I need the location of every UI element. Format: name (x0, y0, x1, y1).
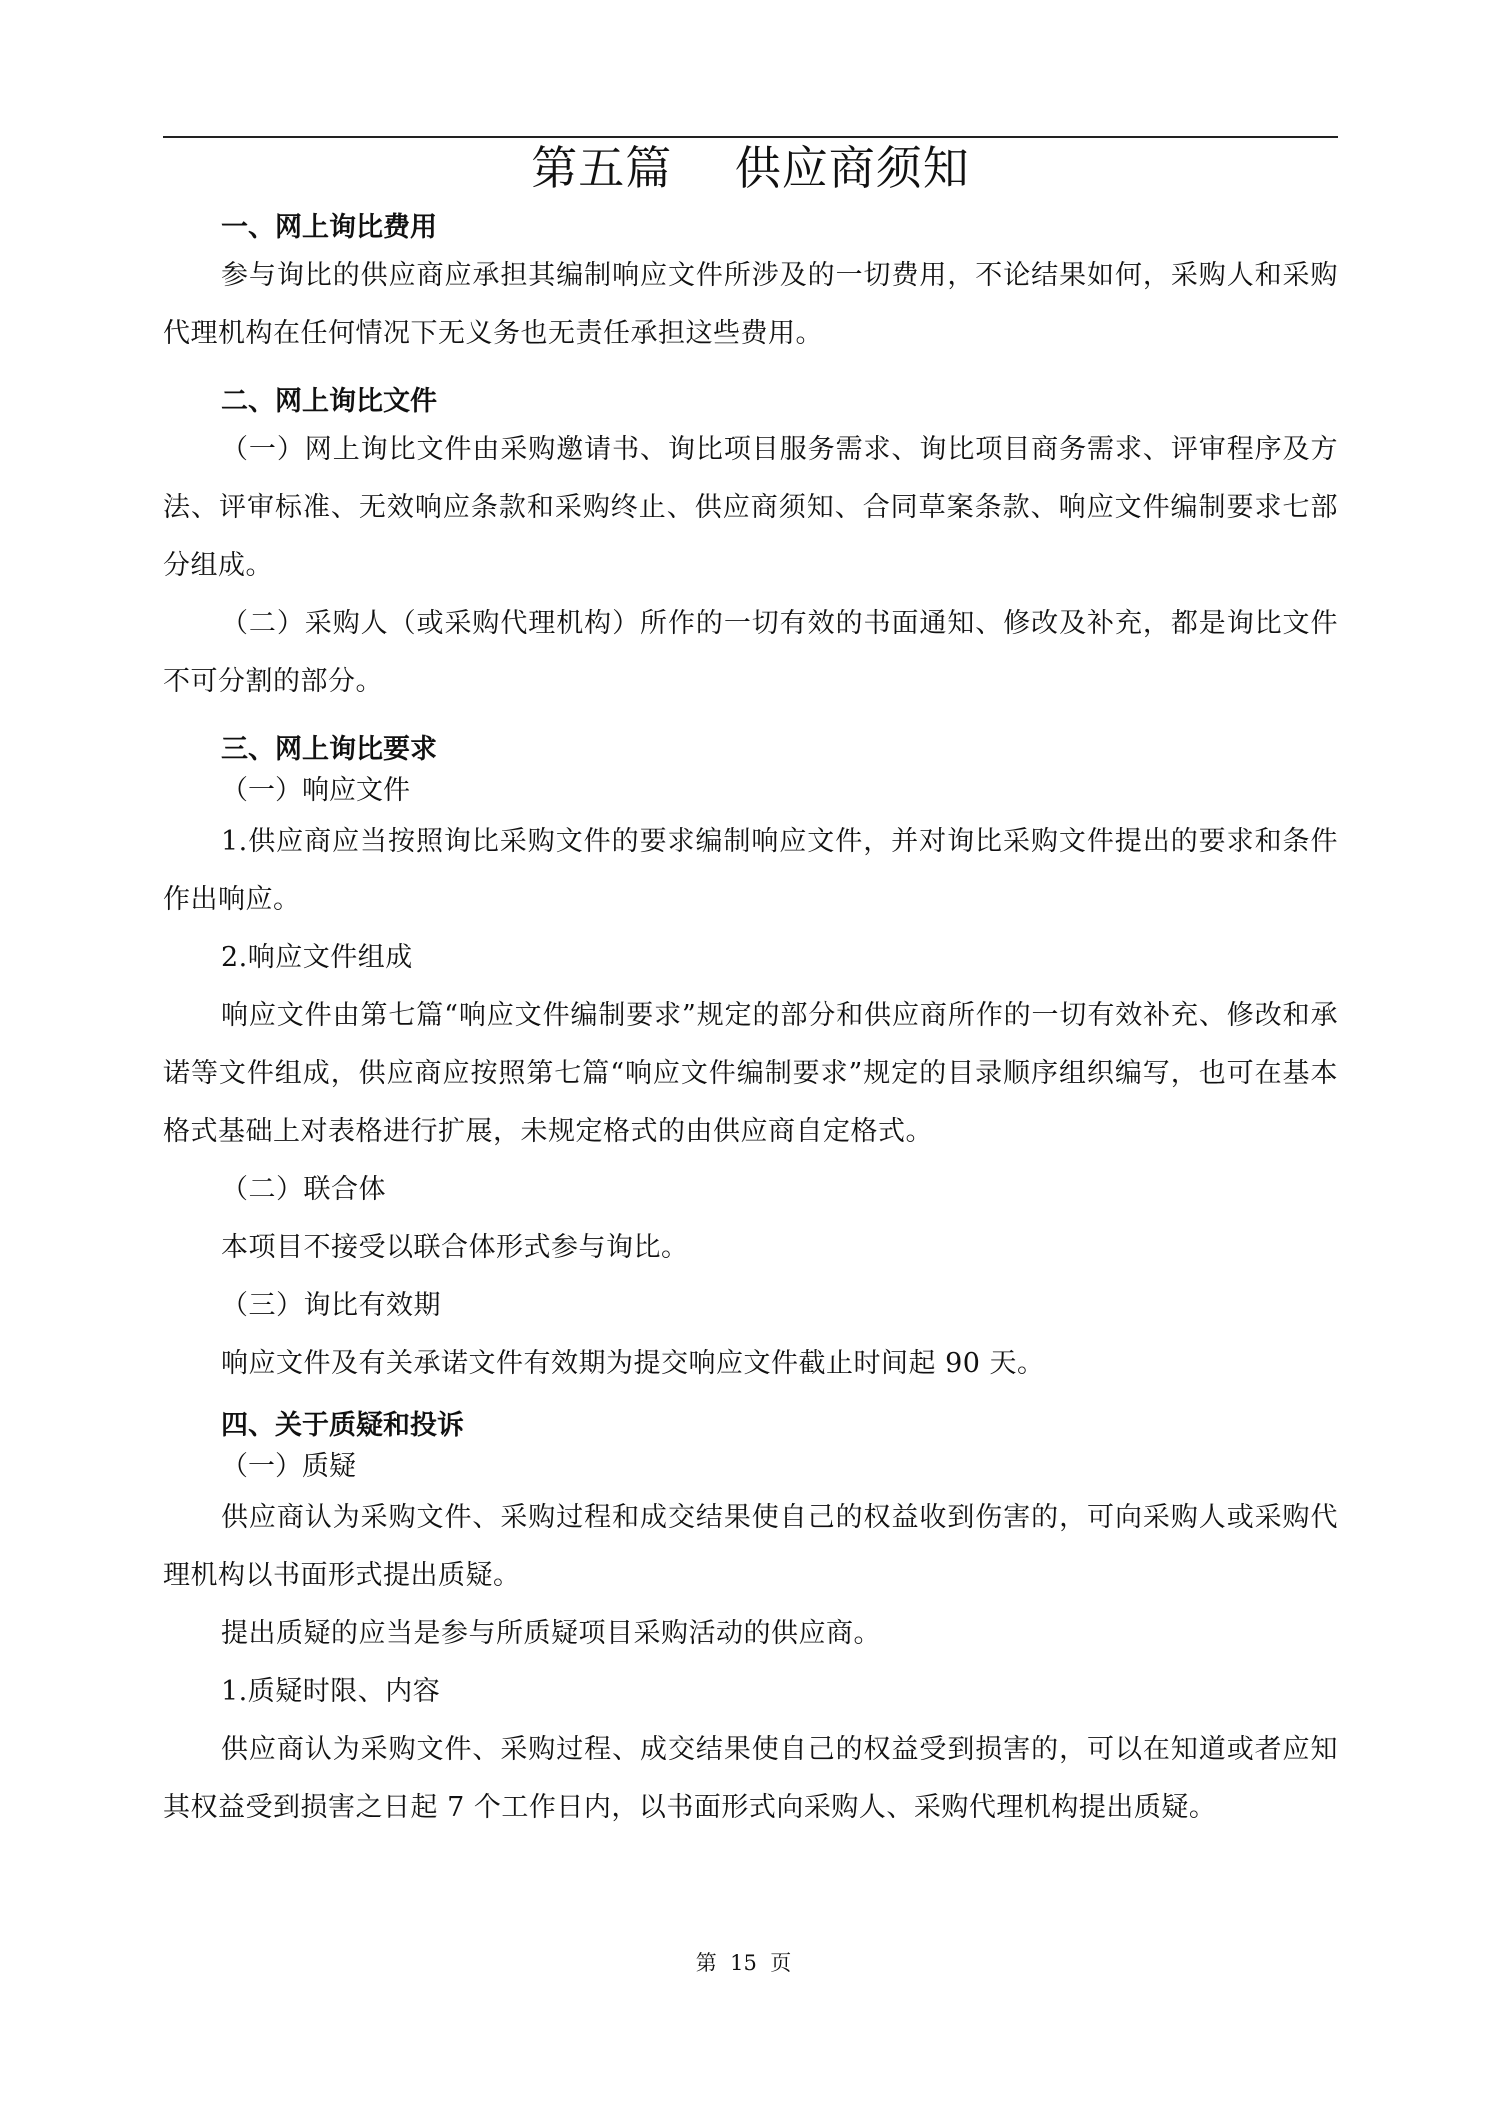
paragraph: 供应商认为采购文件、采购过程和成交结果使自己的权益收到伤害的，可向采购人或采购代理机构以书面形式提出质疑。 (163, 1502, 1338, 1591)
paragraph: 响应文件由第七篇“响应文件编制要求”规定的部分和供应商所作的一切有效补充、修改和承诺等文件组成，供应商应按照第七篇“响应文件编制要求”规定的目录顺序组织编写，也可在基本格式基础上对表格进行扩展，未规定格式的由供应商自定格式。 (163, 1000, 1338, 1147)
paragraph: 1.质疑时限、内容 (221, 1676, 441, 1707)
section-heading-2: 二、网上询比文件 (221, 386, 437, 417)
paragraph: 2.响应文件组成 (221, 942, 413, 973)
section-heading-3: 三、网上询比要求 (221, 734, 437, 765)
paragraph: 1.供应商应当按照询比采购文件的要求编制响应文件，并对询比采购文件提出的要求和条件作出响应。 (163, 826, 1338, 915)
document-body (163, 209, 1338, 1837)
paragraph: 提出质疑的应当是参与所质疑项目采购活动的供应商。 (221, 1618, 881, 1649)
page-title: 第五篇 供应商须知 (531, 141, 970, 195)
paragraph: （三）询比有效期 (221, 1290, 441, 1321)
paragraph: （二）采购人（或采购代理机构）所作的一切有效的书面通知、修改及补充，都是询比文件不可分割的部分。 (163, 608, 1338, 697)
paragraph: 响应文件及有关承诺文件有效期为提交响应文件截止时间起 90 天。 (221, 1348, 1045, 1379)
paragraph: 供应商认为采购文件、采购过程、成交结果使自己的权益受到损害的，可以在知道或者应知其权益受到损害之日起 7 个工作日内，以书面形式向采购人、采购代理机构提出质疑。 (163, 1734, 1338, 1823)
subsection-heading: （一）质疑 (221, 1451, 356, 1482)
paragraph: （二）联合体 (221, 1174, 386, 1205)
subsection-heading: （一）响应文件 (221, 775, 410, 806)
paragraph: 参与询比的供应商应承担其编制响应文件所涉及的一切费用，不论结果如何，采购人和采购代理机构在任何情况下无义务也无责任承担这些费用。 (163, 260, 1338, 349)
section-heading-1: 一、网上询比费用 (221, 212, 437, 243)
section-heading-4: 四、关于质疑和投诉 (221, 1410, 464, 1441)
paragraph: （一）网上询比文件由采购邀请书、询比项目服务需求、询比项目商务需求、评审程序及方法、评审标准、无效响应条款和采购终止、供应商须知、合同草案条款、响应文件编制要求七部分组成。 (163, 434, 1338, 581)
paragraph: 本项目不接受以联合体形式参与询比。 (221, 1232, 689, 1263)
page-number: 第 15 页 (695, 1951, 792, 1975)
